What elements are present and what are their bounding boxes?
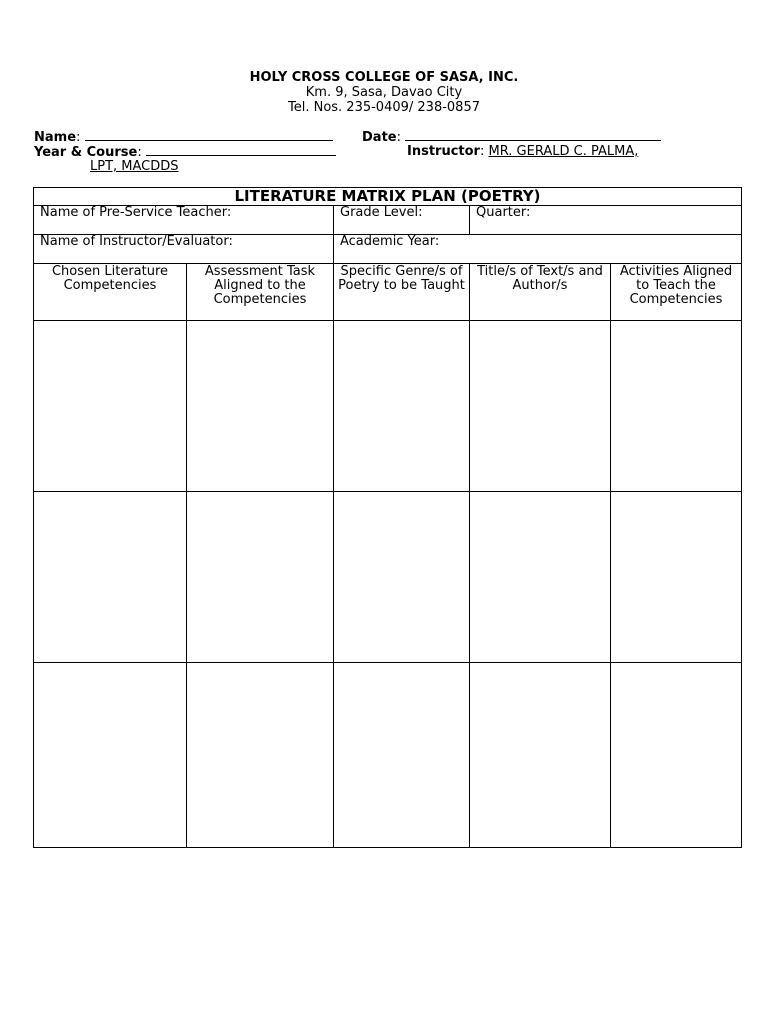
literature-matrix-table xyxy=(33,187,742,848)
matrix-title: LITERATURE MATRIX PLAN (POETRY) xyxy=(34,188,742,206)
table-cell[interactable] xyxy=(611,492,742,663)
year-course-label: Year & Course xyxy=(34,145,138,160)
column-header: Specific Genre/s of Poetry to be Taught xyxy=(334,264,470,321)
table-cell[interactable] xyxy=(611,663,742,848)
table-row xyxy=(34,663,742,848)
table-cell[interactable] xyxy=(334,321,470,492)
name-field[interactable] xyxy=(85,129,333,141)
table-cell[interactable] xyxy=(187,663,334,848)
table-cell[interactable] xyxy=(187,321,334,492)
table-cell[interactable] xyxy=(611,321,742,492)
instructor-name-line1: MR. GERALD C. PALMA, xyxy=(488,144,639,159)
column-header: Assessment Task Aligned to the Competencies xyxy=(187,264,334,321)
table-cell[interactable] xyxy=(334,663,470,848)
column-header: Activities Aligned to Teach the Competencies xyxy=(611,264,742,321)
pre-service-teacher-cell[interactable]: Name of Pre-Service Teacher: xyxy=(34,206,334,235)
column-header: Title/s of Text/s and Author/s xyxy=(470,264,611,321)
teacher-info-row xyxy=(34,206,742,235)
document-header xyxy=(0,70,768,115)
evaluator-info-row xyxy=(34,235,742,264)
name-date-row: Name: Date: xyxy=(34,129,734,144)
instructor-evaluator-cell[interactable]: Name of Instructor/Evaluator: xyxy=(34,235,334,264)
table-cell[interactable] xyxy=(34,663,187,848)
instructor-continuation-row xyxy=(34,159,734,174)
table-cell[interactable] xyxy=(470,663,611,848)
grade-level-cell[interactable]: Grade Level: xyxy=(334,206,470,235)
name-label: Name xyxy=(34,130,77,145)
table-cell[interactable] xyxy=(334,492,470,663)
column-header: Chosen Literature Competencies xyxy=(34,264,187,321)
date-field[interactable] xyxy=(405,129,661,141)
table-row xyxy=(34,492,742,663)
instructor-label: Instructor xyxy=(407,144,480,159)
matrix-title-row xyxy=(34,188,742,206)
year-instructor-row: Year & Course: Instructor: MR. GERALD C. PALMA, xyxy=(34,144,639,160)
year-course-field[interactable] xyxy=(146,144,336,156)
table-cell[interactable] xyxy=(470,321,611,492)
table-cell[interactable] xyxy=(470,492,611,663)
table-cell[interactable] xyxy=(34,321,187,492)
quarter-cell[interactable]: Quarter: xyxy=(470,206,742,235)
school-address: Km. 9, Sasa, Davao City xyxy=(305,85,463,100)
school-name: HOLY CROSS COLLEGE OF SASA, INC. xyxy=(249,70,519,85)
academic-year-cell[interactable]: Academic Year: xyxy=(334,235,742,264)
date-label: Date xyxy=(362,130,397,145)
table-cell[interactable] xyxy=(34,492,187,663)
student-info-block xyxy=(34,129,734,174)
instructor-name-line2: LPT, MACDDS xyxy=(90,159,179,174)
table-cell[interactable] xyxy=(187,492,334,663)
school-telephone: Tel. Nos. 235-0409/ 238-0857 xyxy=(287,100,480,115)
table-row xyxy=(34,321,742,492)
column-header-row xyxy=(34,264,742,321)
